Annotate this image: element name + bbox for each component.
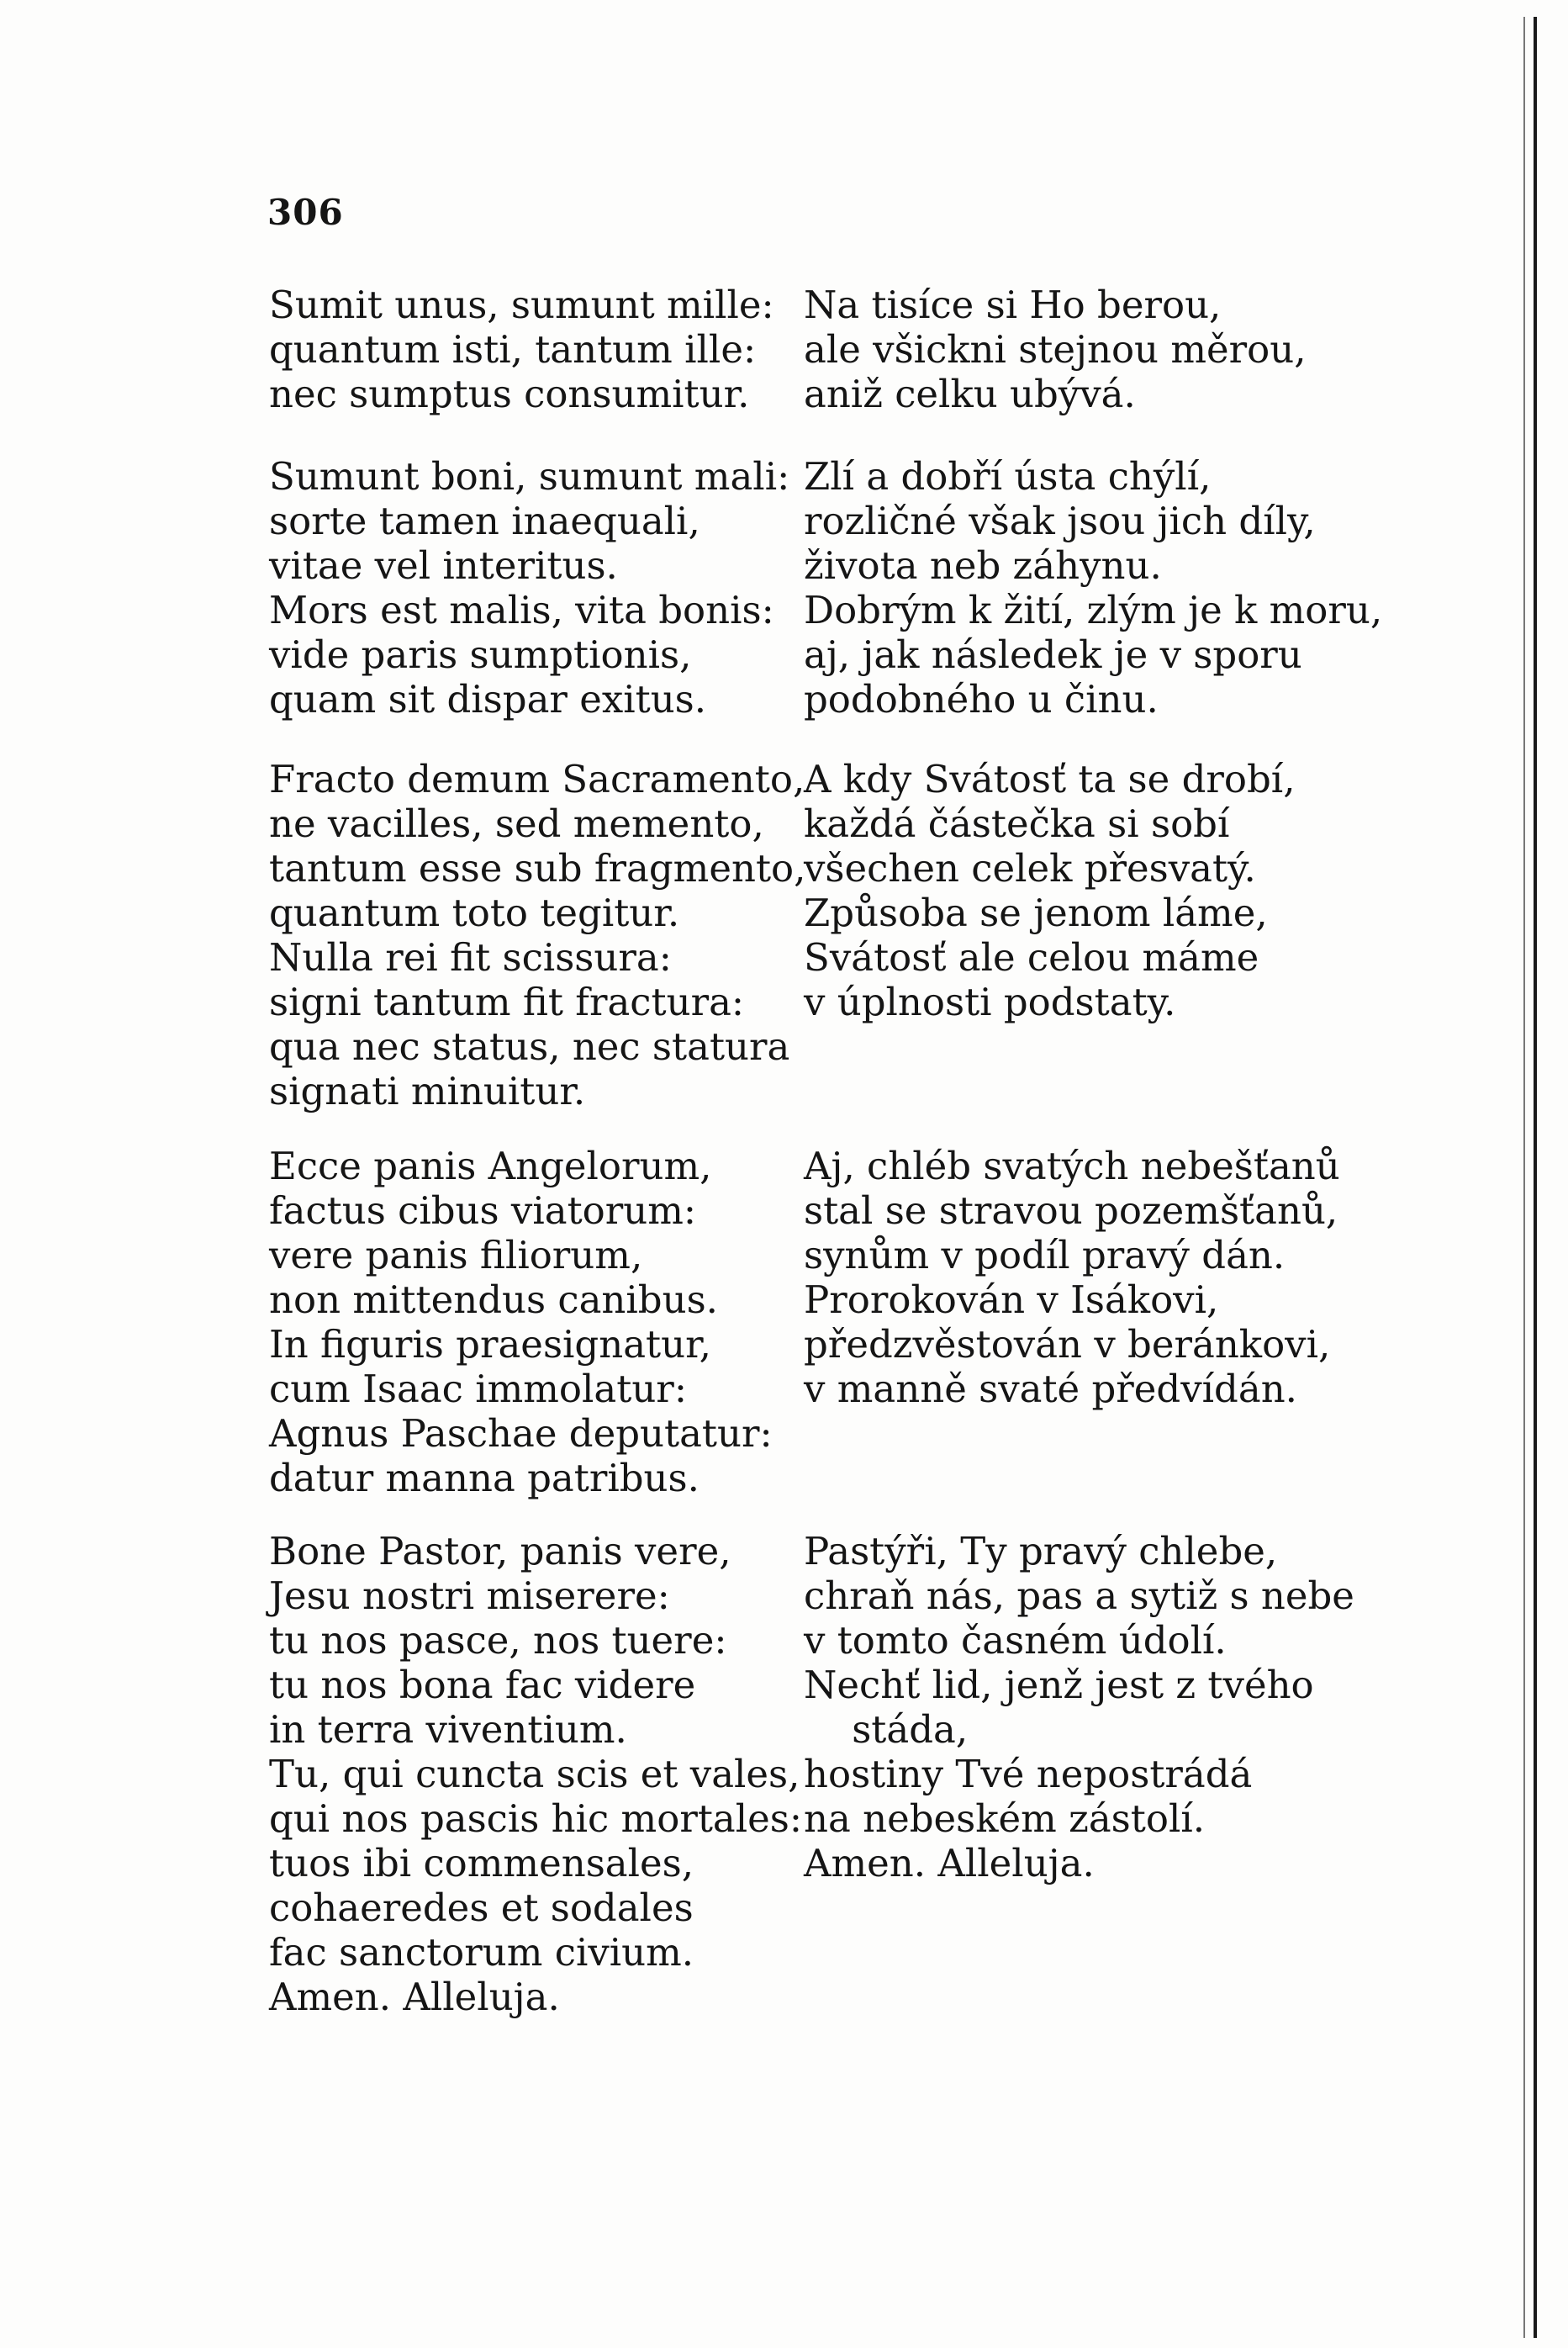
- verse-line: synům v podíl pravý dán.: [804, 1233, 1286, 1277]
- verse-line: vide paris sumptionis,: [269, 632, 692, 677]
- page-edge: [1534, 17, 1537, 2338]
- latin-stanza-5: [269, 1529, 802, 2019]
- verse-line: qui nos pascis hic mortales:: [269, 1796, 803, 1841]
- verse-line: Svátosť ale celou máme: [804, 935, 1259, 980]
- page-number: 306: [267, 192, 344, 233]
- verse-line: signati minuitur.: [269, 1069, 586, 1113]
- czech-stanza-4: [804, 1144, 1340, 1411]
- verse-line: chraň nás, pas a sytiž s nebe: [804, 1573, 1354, 1618]
- verse-line: ale všickni stejnou měrou,: [804, 327, 1307, 372]
- czech-stanza-1: [804, 283, 1307, 416]
- verse-line: Agnus Paschae deputatur:: [269, 1411, 773, 1456]
- verse-line: nec sumptus consumitur.: [269, 372, 750, 416]
- verse-line: Mors est malis, vita bonis:: [269, 588, 774, 632]
- verse-line: podobného u činu.: [804, 677, 1159, 722]
- verse-line: tuos ibi commensales,: [269, 1841, 694, 1885]
- verse-line: quam sit dispar exitus.: [269, 677, 707, 722]
- verse-line: qua nec status, nec statura: [269, 1024, 790, 1069]
- latin-stanza-3: [269, 757, 805, 1113]
- verse-line: všechen celek přesvatý.: [804, 846, 1256, 891]
- latin-stanza-2: [269, 454, 789, 722]
- verse-line: A kdy Svátosť ta se drobí,: [804, 757, 1296, 801]
- czech-stanza-5: [804, 1529, 1354, 1885]
- verse-line: v úplnosti podstaty.: [804, 980, 1176, 1024]
- verse-line: vere panis filiorum,: [269, 1233, 643, 1277]
- verse-line: tu nos pasce, nos tuere:: [269, 1618, 727, 1663]
- verse-line: aj, jak následek je v sporu: [804, 632, 1302, 677]
- verse-line: Sumit unus, sumunt mille:: [269, 283, 774, 327]
- verse-line: cum Isaac immolatur:: [269, 1367, 687, 1411]
- verse-line: Aj, chléb svatých nebešťanů: [804, 1144, 1340, 1188]
- verse-line: aniž celku ubývá.: [804, 372, 1136, 416]
- verse-line: Fracto demum Sacramento,: [269, 757, 805, 801]
- verse-line: předzvěstován v beránkovi,: [804, 1322, 1331, 1367]
- verse-line: factus cibus viatorum:: [269, 1188, 697, 1233]
- verse-line: na nebeském zástolí.: [804, 1796, 1206, 1841]
- verse-line: hostiny Tvé nepostrádá: [804, 1752, 1253, 1796]
- verse-line: quantum isti, tantum ille:: [269, 327, 757, 372]
- verse-line: tantum esse sub fragmento,: [269, 846, 806, 891]
- verse-line: Nechť lid, jenž jest z tvého: [804, 1663, 1314, 1707]
- verse-line: Dobrým k žití, zlým je k moru,: [804, 588, 1383, 632]
- verse-line: Bone Pastor, panis vere,: [269, 1529, 731, 1573]
- verse-line: non mittendus canibus.: [269, 1277, 718, 1322]
- verse-line: signi tantum fit fractura:: [269, 980, 745, 1024]
- verse-line: quantum toto tegitur.: [269, 891, 680, 935]
- czech-stanza-2: [804, 454, 1382, 722]
- verse-line: Jesu nostri miserere:: [269, 1573, 670, 1618]
- verse-line: sorte tamen inaequali,: [269, 499, 700, 543]
- verse-line: Sumunt boni, sumunt mali:: [269, 454, 790, 499]
- verse-line: Pastýři, Ty pravý chlebe,: [804, 1529, 1278, 1573]
- verse-line: Amen. Alleluja.: [804, 1841, 1095, 1885]
- verse-line: Zlí a dobří ústa chýlí,: [804, 454, 1212, 499]
- verse-line: tu nos bona fac videre: [269, 1663, 696, 1707]
- verse-line: Na tisíce si Ho berou,: [804, 283, 1222, 327]
- verse-line: Prorokován v Isákovi,: [804, 1277, 1219, 1322]
- latin-stanza-4: [269, 1144, 773, 1500]
- verse-line: In figuris praesignatur,: [269, 1322, 711, 1367]
- verse-line: stáda,: [804, 1707, 969, 1752]
- verse-line: v manně svaté předvídán.: [804, 1367, 1297, 1411]
- page-edge-shadow: [1523, 17, 1525, 2338]
- verse-line: Ecce panis Angelorum,: [269, 1144, 712, 1188]
- czech-stanza-3: [804, 757, 1296, 1024]
- verse-line: ne vacilles, sed memento,: [269, 801, 764, 846]
- verse-line: každá částečka si sobí: [804, 801, 1230, 846]
- latin-stanza-1: [269, 283, 774, 416]
- verse-line: datur manna patribus.: [269, 1456, 700, 1500]
- verse-line: života neb záhynu.: [804, 543, 1162, 588]
- verse-line: rozličné však jsou jich díly,: [804, 499, 1316, 543]
- verse-line: stal se stravou pozemšťanů,: [804, 1188, 1338, 1233]
- verse-line: Způsoba se jenom láme,: [804, 891, 1268, 935]
- verse-line: fac sanctorum civium.: [269, 1930, 694, 1975]
- verse-line: vitae vel interitus.: [269, 543, 618, 588]
- verse-line: Nulla rei fit scissura:: [269, 935, 672, 980]
- verse-line: v tomto časném údolí.: [804, 1618, 1227, 1663]
- verse-line: in terra viventium.: [269, 1707, 627, 1752]
- verse-line: Amen. Alleluja.: [269, 1975, 560, 2019]
- verse-line: Tu, qui cuncta scis et vales,: [269, 1752, 800, 1796]
- verse-line: cohaeredes et sodales: [269, 1885, 694, 1930]
